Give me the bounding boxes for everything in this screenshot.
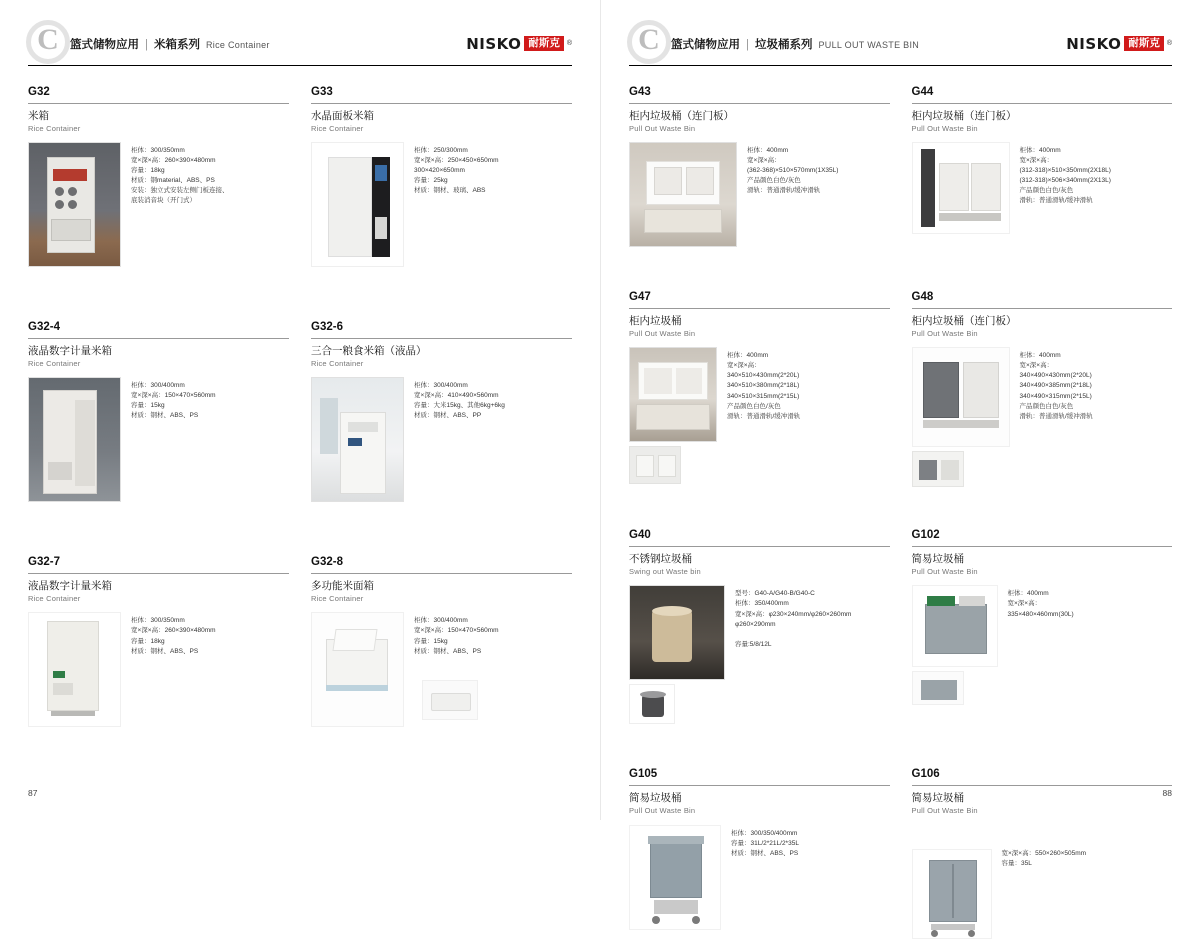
product-specs: 型号：G40-A/G40-B/G40-C 柜体：350/400mm 宽×深×高：φ230×240mm/φ260×260mm φ260×290mm 容量:5/8/12L — [735, 590, 852, 648]
product-code: G32-8 — [311, 556, 343, 569]
product-name-en: Rice Container — [28, 593, 81, 603]
product-body — [629, 585, 890, 724]
product-name-en: Rice Container — [311, 123, 364, 133]
product-name-cn: 多功能米面箱 — [311, 580, 374, 593]
product-photo — [28, 612, 121, 727]
product-photo-inset — [912, 451, 964, 487]
header-separator: | — [145, 38, 148, 51]
product-body — [311, 377, 572, 502]
product-code: G106 — [911, 768, 940, 781]
product-specs: 柜体：300/350/400mm 容量：31L/2*21L/2*35L 材质：钢材、ABS、PS — [731, 829, 799, 857]
product-code: G40 — [629, 529, 651, 542]
product-name-cn: 柜内垃圾桶（连门板） — [911, 315, 1017, 328]
product-body — [629, 347, 890, 484]
product-photo — [912, 142, 1010, 234]
header-series-en: Rice Container — [206, 39, 270, 50]
product-code-row — [629, 525, 890, 547]
product-image-wrap — [28, 612, 121, 727]
product-card — [629, 764, 890, 938]
product-name-en: Swing out Waste bin — [629, 566, 701, 576]
brand-name-cn: 耐斯克 — [1124, 36, 1164, 51]
product-name-en: Pull Out Waste Bin — [911, 566, 978, 576]
brand-logo — [466, 35, 572, 53]
product-photo — [629, 825, 721, 930]
product-code-row — [629, 82, 890, 104]
product-name-cn: 柜内垃圾桶（连门板） — [911, 110, 1017, 122]
product-photo — [629, 347, 717, 442]
product-name-cn: 柜内垃圾桶（连门板） — [629, 110, 734, 122]
product-name-en: Pull Out Waste Bin — [911, 123, 978, 133]
product-code: G32 — [28, 86, 50, 98]
product-photo-inset — [422, 680, 478, 720]
product-name-en: Rice Container — [311, 593, 364, 603]
catalog-page-left — [0, 0, 600, 820]
header-series-cn: 垃圾桶系列 — [755, 38, 813, 51]
product-specs: 柜体：400mm 宽×深×高： (312-318)×510×350mm(2X18L) (312-318)×506×340mm(2X13L) 产品颜色白色/灰色 滑轨：普通滑轨/缓冲滑轨 — [1019, 147, 1111, 205]
product-code-row — [28, 552, 289, 574]
header-category: 篮式储物应用 — [671, 38, 740, 51]
product-code-row — [311, 317, 572, 339]
product-name-cn: 水晶面板米箱 — [311, 110, 374, 122]
product-specs: 柜体：300/400mm 宽×深×高：150×470×560mm 容量：15kg 材质：钢材、ABS、PS — [414, 617, 499, 655]
product-name-en: Pull Out Waste Bin — [629, 123, 696, 133]
product-body — [28, 377, 289, 502]
product-image-wrap — [311, 612, 404, 727]
product-body — [912, 585, 1173, 705]
product-specs: 柜体：300/350mm 宽×深×高：260×390×480mm 容量：18kg 材质：钢材、ABS、PS — [131, 617, 216, 655]
product-name-cn: 简易垃圾桶 — [629, 792, 682, 805]
product-body — [629, 142, 890, 247]
page-number: 87 — [28, 788, 38, 798]
product-photo — [629, 585, 725, 680]
product-body — [629, 825, 890, 930]
product-image-wrap — [629, 585, 725, 724]
product-image-wrap — [629, 142, 737, 247]
product-card — [311, 82, 572, 267]
product-name-en: Pull Out Waste Bin — [911, 328, 978, 338]
category-badge-letter: C — [638, 23, 660, 56]
product-body — [912, 347, 1173, 487]
product-photo — [28, 377, 121, 502]
product-image-wrap — [311, 142, 404, 267]
product-photo — [629, 142, 737, 247]
product-specs: 柜体：400mm 宽×深×高： (362-368)×510×570mm(1X35L) 产品颜色白色/灰色 滑轨：普通滑轨/缓冲滑轨 — [747, 147, 839, 195]
header-category: 篮式储物应用 — [70, 38, 139, 51]
product-card — [912, 82, 1173, 247]
category-badge-icon — [26, 20, 70, 64]
product-photo — [311, 377, 404, 502]
product-image-wrap — [629, 825, 721, 930]
product-code-row — [912, 82, 1173, 104]
product-code-row — [311, 552, 572, 574]
product-name-en: Pull Out Waste Bin — [629, 328, 696, 338]
product-card — [629, 525, 890, 724]
header-title-group — [70, 36, 270, 52]
product-card — [28, 82, 289, 267]
product-code-row — [629, 764, 890, 786]
product-image-wrap — [311, 377, 404, 502]
product-code-row — [629, 287, 890, 309]
brand-registered-mark: ® — [566, 40, 572, 47]
product-card — [28, 552, 289, 727]
product-name-cn: 简易垃圾桶 — [911, 553, 964, 566]
product-name-en: Pull Out Waste Bin — [629, 806, 696, 816]
product-photo — [912, 347, 1010, 447]
product-code-row — [912, 525, 1173, 547]
product-name-en: Rice Container — [311, 358, 364, 368]
header-separator: | — [746, 38, 749, 51]
category-badge-letter: C — [37, 23, 59, 56]
brand-logo — [1066, 35, 1172, 53]
product-specs: 柜体：400mm 宽×深×高： 340×490×430mm(2*20L) 340×490×385mm(2*18L) 340×490×315mm(2*15L) 产品颜色白色/灰色 滑轨：普通滑轨/缓冲滑轨 — [1019, 352, 1093, 420]
product-body — [28, 612, 289, 727]
product-body — [912, 142, 1173, 234]
product-card — [912, 764, 1173, 938]
product-code-row — [912, 764, 1173, 786]
product-grid-right — [629, 82, 1172, 945]
page-header-right — [629, 23, 1172, 66]
product-specs: 柜体：250/300mm 宽×深×高：250×450×650mm 300×420×650mm 容量：25kg 材质：钢材、玻璃、ABS — [414, 147, 499, 195]
product-body — [28, 142, 289, 267]
product-body — [311, 142, 572, 267]
product-code: G32-7 — [28, 556, 60, 569]
product-name-cn: 不锈钢垃圾桶 — [629, 553, 692, 566]
brand-name-cn: 耐斯克 — [524, 36, 564, 51]
product-card — [912, 287, 1173, 487]
product-code-row — [912, 287, 1173, 309]
product-photo — [912, 849, 992, 939]
product-code: G32-4 — [28, 321, 60, 334]
product-body — [912, 849, 1173, 939]
product-image-wrap — [28, 377, 121, 502]
product-name-en: Rice Container — [28, 123, 81, 133]
header-series-en: PULL OUT WASTE BIN — [818, 39, 920, 50]
product-code: G43 — [629, 86, 651, 98]
product-image-wrap — [912, 347, 1010, 487]
product-photo — [912, 585, 998, 667]
product-photo — [28, 142, 121, 267]
product-name-cn: 液晶数字计量米箱 — [28, 580, 112, 593]
product-name-cn: 简易垃圾桶 — [911, 792, 964, 805]
page-header-left — [28, 23, 572, 66]
product-specs: 柜体：400mm 宽×深×高： 335×480×460mm(30L) — [1007, 590, 1074, 618]
product-code-row — [28, 317, 289, 339]
product-photo — [311, 142, 404, 267]
product-name-cn: 液晶数字计量米箱 — [28, 345, 112, 358]
product-grid-left — [28, 82, 572, 733]
product-code-row — [311, 82, 572, 104]
product-name-en: Rice Container — [28, 358, 81, 368]
product-image-wrap — [912, 849, 992, 939]
product-name-en: Pull Out Waste Bin — [911, 806, 978, 816]
page-number: 88 — [1162, 788, 1172, 798]
product-photo — [311, 612, 404, 727]
header-title-group — [671, 36, 919, 52]
product-image-wrap — [912, 142, 1010, 234]
product-specs: 柜体：300/400mm 宽×深×高：410×490×560mm 容量：大米15kg、其他6kg+6kg 材质：钢材、ABS、PP — [414, 382, 505, 420]
product-code: G33 — [311, 86, 333, 98]
product-specs: 宽×深×高：550×260×505mm 容量：35L — [1001, 849, 1087, 867]
product-card — [912, 525, 1173, 724]
product-card — [311, 317, 572, 502]
header-series-cn: 米箱系列 — [154, 38, 200, 51]
product-card — [28, 317, 289, 502]
product-code: G44 — [911, 86, 934, 98]
product-card — [629, 82, 890, 247]
product-name-cn: 米箱 — [28, 110, 49, 122]
product-code-row — [28, 82, 289, 104]
product-image-wrap — [912, 585, 998, 705]
category-badge-icon — [627, 20, 671, 64]
product-specs: 柜体：400mm 宽×深×高： 340×510×430mm(2*20L) 340×510×380mm(2*18L) 340×510×315mm(2*15L) 产品颜色白色/灰色 滑轨：普通滑轨/缓冲滑轨 — [727, 352, 801, 420]
brand-name: NISKO — [466, 34, 522, 53]
product-image-wrap — [629, 347, 717, 484]
product-name-cn: 柜内垃圾桶 — [629, 315, 682, 328]
product-name-cn: 三合一粮食米箱（液晶） — [311, 345, 427, 358]
product-code: G47 — [629, 291, 651, 304]
product-code: G32-6 — [311, 321, 343, 334]
product-specs: 柜体：300/350mm 宽×深×高：260×390×480mm 容量：18kg 材质：钢material、ABS、PS 安装：独立式安装左侧门板连接、 底装消音块（开门式） — [131, 147, 229, 205]
product-code: G105 — [629, 768, 658, 781]
product-photo-inset — [629, 684, 675, 724]
brand-name: NISKO — [1066, 34, 1122, 53]
product-photo-inset — [912, 671, 964, 705]
product-card — [629, 287, 890, 487]
product-photo-inset — [629, 446, 681, 484]
product-code: G102 — [911, 529, 940, 542]
product-specs: 柜体：300/400mm 宽×深×高：150×470×560mm 容量：15kg 材质：钢材、ABS、PS — [131, 382, 216, 420]
product-code: G48 — [911, 291, 934, 304]
brand-registered-mark: ® — [1166, 40, 1172, 47]
product-image-wrap — [28, 142, 121, 267]
catalog-page-right — [600, 0, 1200, 867]
